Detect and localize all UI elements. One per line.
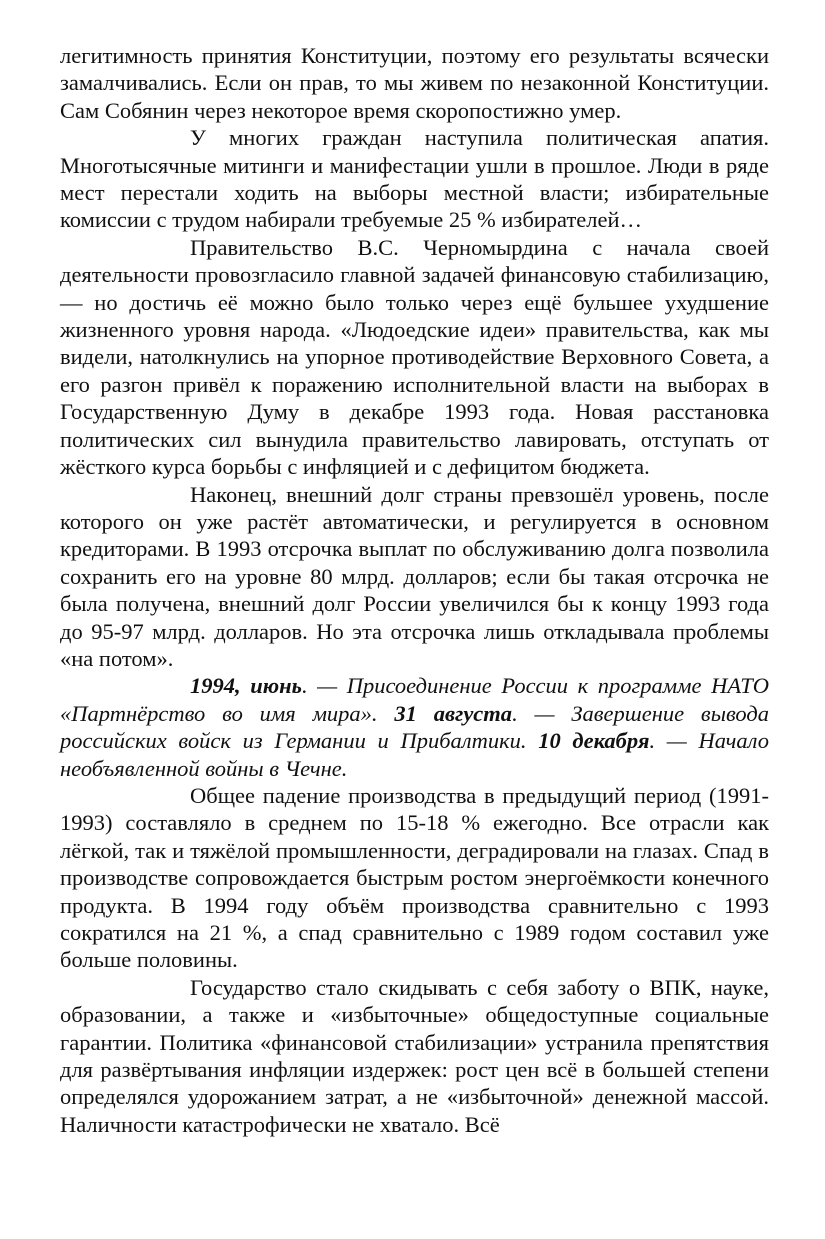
paragraph-3: Правительство В.С. Черномырдина с начала своей деятельности провозгласило главной задачей финансовую стабилизацию, — но достичь её можно было только через ещё бульшее ухудшение жизненного уровня народа. «Людоедские идеи» правительства, как мы видели, натолкнулись на упорное противодействие Верховного Совета, а его разгон привёл к поражению исполнительной власти на выборах в Государственную Думу в декабре 1993 года. Новая расстановка политических сил вынудила правительство лавировать, отступать от жёсткого курса борьбы с инфляцией и с дефицитом бюджета. <box>60 234 769 480</box>
paragraph-1: легитимность принятия Конституции, поэтому его результаты всячески замалчивались. Если он прав, то мы живем по незаконной Конституции. Сам Собянин через некоторое время скоропостижно умер. <box>60 43 769 123</box>
paragraph-6: Общее падение производства в предыдущий период (1991-1993) составляло в среднем по 15-18 % ежегодно. Все отрасли как лёгкой, так и тяжёлой промышленности, деградировали на глазах. Спад в производстве сопровождается быстрым ростом энергоёмкости конечного продукта. В 1994 году объём производства сравнительно с 1993 сократился на 21 %, а спад сравнительно с 1989 годом составил уже больше половины. <box>60 782 769 973</box>
date-december-10: 10 декабря <box>538 728 650 754</box>
event-nato-partnership: . — Присоединение России к программе НАТО «Партнёрство во имя мира». <box>60 673 769 726</box>
document-page <box>60 42 769 1138</box>
paragraph-2: У многих граждан наступила политическая апатия. Многотысячные митинги и манифестации ушли в прошлое. Люди в ряде мест перестали ходить на выборы местной власти; избирательные комиссии с трудом набирали требуемые 25 % избирателей… <box>60 125 769 233</box>
event-troop-withdrawal: . — Завершение вывода российских войск из Германии и Прибалтики. <box>60 700 769 754</box>
event-chechnya-war: . — Начало необъявленной войны в Чечне. <box>60 728 770 781</box>
date-june-1994: 1994, июнь <box>190 673 302 699</box>
paragraph-7: Государство стало скидывать с себя заботу о ВПК, науке, образовании, а также и «избыточные» общедоступные социальные гарантии. Политика «финансовой стабилизации» устранила препятствия для развёртывания инфляции издержек: рост цен всё в большей степени определялся удорожанием затрат, а не «избыточной» денежной массой. Наличности катастрофически не хватало. Всё <box>60 974 769 1137</box>
date-august-31: 31 августа <box>394 700 513 726</box>
chronology-paragraph <box>60 672 769 782</box>
paragraph-4: Наконец, внешний долг страны превзошёл уровень, после которого он уже растёт автоматически, и регулируется в основном кредиторами. В 1993 отсрочка выплат по обслуживанию долга позволила сохранить его на уровне 80 млрд. долларов; если бы такая отсрочка не была получена, внешний долг России увеличился бы к концу 1993 года до 95-97 млрд. долларов. Но эта отсрочка лишь откладывала проблемы «на потом». <box>60 481 769 671</box>
